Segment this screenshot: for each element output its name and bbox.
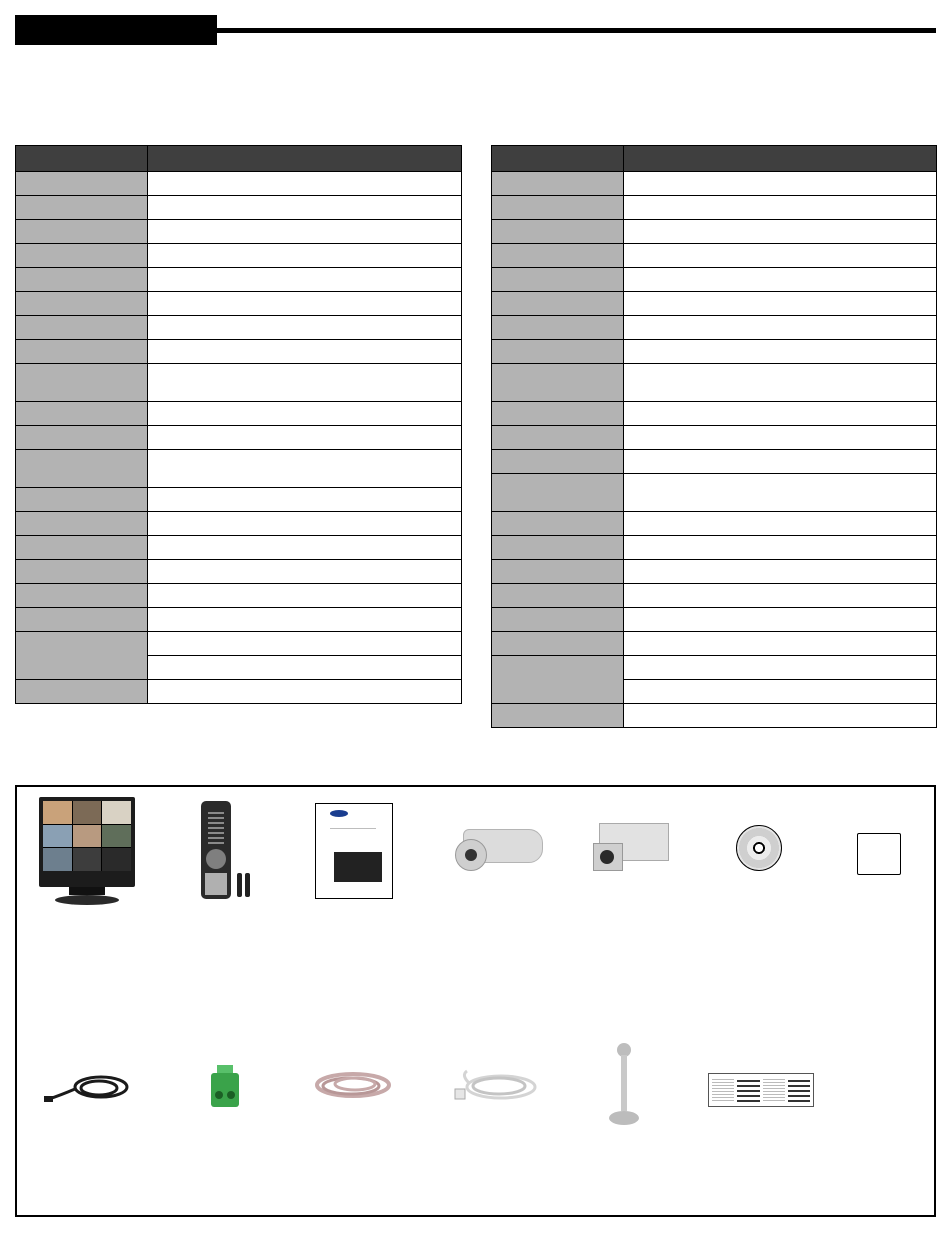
spec-label-cell: [492, 450, 624, 474]
spec-table-right: [491, 145, 937, 728]
spec-value-cell: [148, 488, 462, 512]
spec-table-header: [16, 146, 462, 172]
spec-value-cell: [148, 244, 462, 268]
card-icon: [857, 833, 901, 875]
spec-label-cell: [16, 402, 148, 426]
spec-value-cell: [624, 244, 937, 268]
spec-label-cell: [16, 426, 148, 450]
spec-row: [492, 292, 937, 316]
spec-label-cell: [16, 536, 148, 560]
spec-row: [16, 364, 462, 402]
spec-label-cell: [492, 402, 624, 426]
spec-row: [492, 474, 937, 512]
spec-row: [492, 656, 937, 680]
spec-label-cell: [492, 364, 624, 402]
spec-row: [16, 196, 462, 220]
spec-label-cell: [16, 632, 148, 680]
network-cable-icon: [449, 1069, 539, 1103]
spec-value-cell: [148, 608, 462, 632]
spec-row: [492, 512, 937, 536]
spec-label-cell: [492, 172, 624, 196]
spec-value-cell: [624, 340, 937, 364]
spec-row: [16, 402, 462, 426]
camera-bracket-icon: [605, 1039, 645, 1131]
spec-label-cell: [492, 268, 624, 292]
spec-value-cell: [624, 584, 937, 608]
spec-label-cell: [492, 608, 624, 632]
spec-row: [16, 512, 462, 536]
spec-row: [16, 560, 462, 584]
spec-value-cell: [624, 292, 937, 316]
spec-value-cell: [624, 608, 937, 632]
spec-row: [16, 340, 462, 364]
spec-value-cell: [148, 364, 462, 402]
spec-row: [16, 680, 462, 704]
spec-row: [492, 632, 937, 656]
spec-row: [16, 426, 462, 450]
spec-label-cell: [492, 316, 624, 340]
camera-cable-icon: [311, 1071, 393, 1101]
spec-row: [16, 584, 462, 608]
spec-label-cell: [492, 584, 624, 608]
spec-value-cell: [624, 632, 937, 656]
spec-value-cell: [148, 632, 462, 656]
spec-value-cell: [624, 680, 937, 704]
spec-value-cell: [624, 656, 937, 680]
spec-value-cell: [624, 560, 937, 584]
spec-row: [492, 560, 937, 584]
spec-row: [492, 172, 937, 196]
spec-row: [492, 244, 937, 268]
components-panel: [15, 785, 936, 1217]
spec-value-cell: [148, 680, 462, 704]
spec-label-cell: [16, 244, 148, 268]
spec-value-cell: [148, 340, 462, 364]
spec-label-cell: [492, 196, 624, 220]
spec-value-cell: [624, 450, 937, 474]
spec-value-cell: [148, 268, 462, 292]
spec-label-cell: [492, 244, 624, 268]
spec-label-cell: [492, 536, 624, 560]
spec-value-cell: [148, 316, 462, 340]
spec-value-cell: [148, 402, 462, 426]
column-header: [148, 146, 462, 172]
spec-row: [16, 244, 462, 268]
spec-value-cell: [148, 536, 462, 560]
spec-table-header: [492, 146, 937, 172]
spec-label-cell: [16, 488, 148, 512]
spec-row: [16, 632, 462, 656]
spec-label-cell: [16, 608, 148, 632]
spec-table-left: [15, 145, 462, 704]
spec-row: [16, 536, 462, 560]
spec-label-cell: [16, 512, 148, 536]
spec-label-cell: [16, 560, 148, 584]
spec-value-cell: [148, 292, 462, 316]
spec-row: [16, 488, 462, 512]
spec-label-cell: [16, 680, 148, 704]
spec-value-cell: [624, 172, 937, 196]
spec-label-cell: [492, 704, 624, 728]
spec-label-cell: [16, 172, 148, 196]
spec-value-cell: [624, 536, 937, 560]
column-header: [492, 146, 624, 172]
spec-value-cell: [148, 426, 462, 450]
spec-row: [492, 450, 937, 474]
spec-label-cell: [492, 632, 624, 656]
spec-label-cell: [16, 316, 148, 340]
section-header-block: [15, 15, 217, 45]
spec-value-cell: [624, 512, 937, 536]
spec-row: [492, 426, 937, 450]
power-cable-icon: [43, 1073, 133, 1103]
spec-label-cell: [492, 656, 624, 704]
spec-label-cell: [492, 474, 624, 512]
user-manual-icon: [315, 803, 393, 899]
spec-value-cell: [624, 196, 937, 220]
column-header: [16, 146, 148, 172]
spec-row: [492, 316, 937, 340]
spec-row: [492, 340, 937, 364]
spec-label-cell: [492, 340, 624, 364]
spec-row: [492, 220, 937, 244]
spec-row: [16, 608, 462, 632]
spec-value-cell: [148, 450, 462, 488]
spec-value-cell: [148, 584, 462, 608]
spec-value-cell: [148, 172, 462, 196]
spec-value-cell: [148, 512, 462, 536]
spec-row: [492, 584, 937, 608]
spec-label-cell: [16, 450, 148, 488]
spec-label-cell: [16, 196, 148, 220]
spec-row: [492, 704, 937, 728]
spec-label-cell: [16, 340, 148, 364]
spec-row: [16, 220, 462, 244]
remote-control-icon: [201, 801, 261, 901]
spec-label-cell: [16, 268, 148, 292]
spec-value-cell: [624, 220, 937, 244]
spec-label-cell: [16, 292, 148, 316]
spec-row: [492, 402, 937, 426]
spec-value-cell: [148, 220, 462, 244]
spec-label-cell: [492, 512, 624, 536]
section-header-rule: [217, 28, 936, 33]
spec-value-cell: [624, 268, 937, 292]
spec-value-cell: [624, 402, 937, 426]
spec-label-cell: [16, 584, 148, 608]
spec-row: [492, 196, 937, 220]
spec-row: [16, 172, 462, 196]
spec-label-cell: [492, 220, 624, 244]
spec-value-cell: [624, 316, 937, 340]
spec-value-cell: [148, 656, 462, 680]
spec-row: [492, 268, 937, 292]
bullet-camera-icon: [453, 825, 543, 873]
spec-label-cell: [16, 364, 148, 402]
spec-value-cell: [624, 704, 937, 728]
spec-label-cell: [16, 220, 148, 244]
spec-row: [16, 450, 462, 488]
spec-value-cell: [148, 560, 462, 584]
spec-value-cell: [624, 426, 937, 450]
lcd-monitor-icon: [39, 797, 135, 905]
spec-label-cell: [492, 560, 624, 584]
spec-value-cell: [624, 364, 937, 402]
spec-row: [492, 364, 937, 402]
box-camera-icon: [593, 821, 669, 871]
spec-row: [492, 536, 937, 560]
spec-value-cell: [624, 474, 937, 512]
spec-value-cell: [148, 196, 462, 220]
spec-row: [16, 292, 462, 316]
spec-label-cell: [492, 292, 624, 316]
quick-guide-icon: [708, 1073, 814, 1107]
spec-row: [16, 268, 462, 292]
terminal-connector-icon: [207, 1065, 243, 1111]
spec-row: [492, 608, 937, 632]
spec-row: [16, 316, 462, 340]
column-header: [624, 146, 937, 172]
cd-icon: [736, 825, 782, 871]
spec-label-cell: [492, 426, 624, 450]
